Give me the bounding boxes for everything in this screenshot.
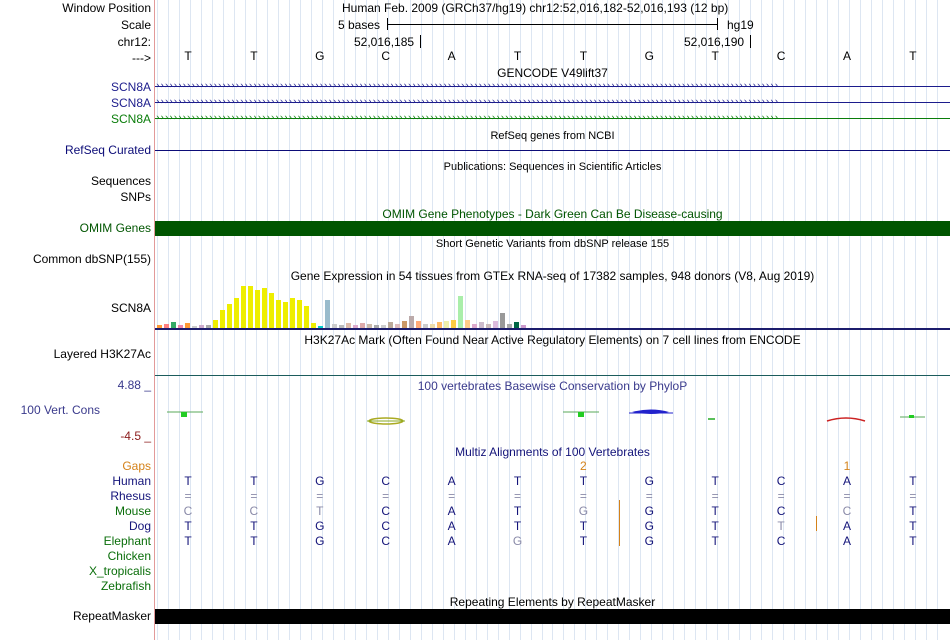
human-base: G	[315, 474, 325, 488]
phylop-min-label: -4.5 _	[120, 429, 151, 443]
gridline	[937, 0, 938, 640]
rhesus-base: =	[250, 489, 258, 503]
gaps-base: 2	[580, 459, 587, 473]
gtex-tissue-bar[interactable]	[213, 320, 218, 328]
dog-base: T	[711, 519, 719, 533]
gtex-tissue-bar[interactable]	[283, 302, 288, 328]
snps-label[interactable]: SNPs	[120, 190, 151, 204]
gencode-label-3[interactable]: SCN8A	[110, 112, 151, 126]
mouse-base: G	[578, 504, 589, 518]
reference-base: T	[513, 49, 522, 63]
window-position-label: Window Position	[62, 1, 151, 15]
omim-feature[interactable]	[155, 221, 950, 236]
gtex-label[interactable]: SCN8A	[110, 301, 151, 315]
gtex-tissue-bar[interactable]	[255, 290, 260, 328]
repeatmasker-title[interactable]: Repeating Elements by RepeatMasker	[449, 595, 656, 609]
gap-marker-2	[619, 500, 620, 546]
gtex-tissue-bar[interactable]	[269, 293, 274, 328]
gencode-transcript-1[interactable]	[155, 82, 950, 91]
gencode-transcript-3[interactable]	[155, 114, 950, 123]
dog-base: T	[909, 519, 917, 533]
gap-marker-1	[816, 516, 817, 531]
chrom-label: chr12:	[117, 35, 151, 49]
ruler-coord-1: 52,016,185	[354, 35, 415, 49]
elephant-base: C	[381, 534, 391, 548]
gencode-title[interactable]: GENCODE V49lift37	[497, 66, 608, 80]
gtex-title[interactable]: Gene Expression in 54 tissues from GTEx RNA-seq of 17382 samples, 948 donors (V8, Aug 2019)	[290, 269, 815, 283]
human-base: T	[579, 474, 588, 488]
human-base: A	[842, 474, 851, 488]
gtex-tissue-bar[interactable]	[241, 286, 246, 328]
gtex-baseline	[155, 328, 950, 330]
human-base: G	[644, 474, 654, 488]
refseq-intron-line[interactable]	[155, 150, 950, 151]
gridline	[684, 0, 685, 640]
gridline	[761, 0, 762, 640]
gtex-tissue-bar[interactable]	[248, 286, 253, 328]
repeatmasker-label[interactable]: RepeatMasker	[72, 609, 151, 623]
gtex-tissue-bar[interactable]	[290, 298, 295, 328]
reference-base: T	[909, 49, 917, 63]
gtex-tissue-bar[interactable]	[465, 320, 470, 328]
gridline	[805, 0, 806, 640]
elephant-base: G	[644, 534, 654, 548]
publications-title[interactable]: Publications: Sequences in Scientific Articles	[443, 161, 662, 173]
ruler-tick-1	[420, 35, 421, 48]
reference-base: A	[447, 49, 456, 63]
gtex-tissue-bar[interactable]	[409, 316, 414, 328]
human-base: T	[513, 474, 522, 488]
gtex-tissue-bar[interactable]	[227, 304, 232, 328]
mouse-base: C	[381, 504, 391, 518]
phylop-svg	[155, 400, 950, 430]
gridline	[794, 0, 795, 640]
human-base: T	[184, 474, 192, 488]
human-base: C	[776, 474, 786, 488]
chicken-label[interactable]: Chicken	[107, 549, 151, 563]
mouse-base: C	[183, 504, 193, 518]
multiz-title[interactable]: Multiz Alignments of 100 Vertebrates	[455, 445, 650, 459]
phylop-label[interactable]: 100 Vert. Cons	[20, 403, 100, 417]
sequences-label[interactable]: Sequences	[90, 174, 151, 188]
mouse-base: T	[316, 504, 324, 518]
human-base: C	[381, 474, 391, 488]
reference-base: G	[315, 49, 325, 63]
mouse-base: A	[447, 504, 456, 518]
repeatmasker-feature[interactable]	[155, 609, 950, 624]
gridline	[542, 0, 543, 640]
gridline	[827, 0, 828, 640]
h3k27ac-title[interactable]: H3K27Ac Mark (Often Found Near Active Regulatory Elements) on 7 cell lines from ENCODE	[304, 333, 801, 347]
rhesus-base: =	[184, 489, 192, 503]
rhesus-base: =	[711, 489, 719, 503]
gtex-tissue-bar[interactable]	[451, 320, 456, 328]
elephant-base: T	[184, 534, 192, 548]
gtex-tissue-bar[interactable]	[500, 313, 505, 328]
reference-base: T	[579, 49, 588, 63]
gtex-tissue-bar[interactable]	[325, 300, 330, 328]
refseq-title[interactable]: RefSeq genes from NCBI	[490, 130, 615, 142]
mouse-base: T	[513, 504, 522, 518]
gtex-tissue-bar[interactable]	[444, 321, 449, 328]
elephant-base: T	[711, 534, 719, 548]
gridline	[607, 0, 608, 640]
gtex-tissue-bar[interactable]	[234, 298, 239, 328]
rhesus-base: =	[579, 489, 587, 503]
gridline	[893, 0, 894, 640]
mouse-label[interactable]: Mouse	[114, 504, 151, 518]
human-base: T	[711, 474, 719, 488]
dbsnp-title[interactable]: Short Genetic Variants from dbSNP release 155	[435, 238, 670, 250]
elephant-base: G	[315, 534, 325, 548]
position-text: Human Feb. 2009 (GRCh37/hg19) chr12:52,016,182-52,016,193 (12 bp)	[342, 1, 729, 15]
track-data-area[interactable]	[155, 0, 950, 640]
assembly-text: hg19	[727, 18, 754, 32]
gtex-bar-chart[interactable]	[155, 283, 535, 328]
gtex-tissue-bar[interactable]	[458, 296, 463, 328]
strand-label[interactable]: --->	[132, 51, 151, 65]
rhesus-base: =	[909, 489, 917, 503]
gridline	[662, 0, 663, 640]
reference-base: C	[776, 49, 786, 63]
gridline	[882, 0, 883, 640]
mouse-base: C	[776, 504, 786, 518]
mouse-base: T	[711, 504, 719, 518]
elephant-base: T	[250, 534, 258, 548]
gaps-base: 1	[843, 459, 851, 473]
human-base: A	[447, 474, 456, 488]
reference-base: A	[842, 49, 851, 63]
rhesus-base: =	[448, 489, 456, 503]
gridline	[596, 0, 597, 640]
elephant-base: T	[579, 534, 588, 548]
reference-base: T	[711, 49, 719, 63]
scale-bar	[387, 24, 718, 25]
gridline	[695, 0, 696, 640]
rhesus-base: =	[843, 489, 851, 503]
dog-base: A	[447, 519, 456, 533]
dog-base: T	[250, 519, 258, 533]
elephant-base: G	[512, 534, 523, 548]
rhesus-base: =	[645, 489, 653, 503]
gridline	[750, 0, 751, 640]
gridline	[673, 0, 674, 640]
phylop-title[interactable]: 100 vertebrates Basewise Conservation by PhyloP	[417, 379, 688, 393]
gtex-tissue-bar[interactable]	[297, 300, 302, 328]
gtex-tissue-bar[interactable]	[304, 306, 309, 328]
gtex-tissue-bar[interactable]	[276, 300, 281, 328]
ruler-tick-2	[750, 35, 751, 48]
mouse-base: C	[842, 504, 852, 518]
dog-base: G	[644, 519, 654, 533]
human-base: T	[909, 474, 917, 488]
scale-bar-right-tick	[717, 18, 718, 30]
elephant-base: T	[909, 534, 917, 548]
rhesus-base: =	[777, 489, 785, 503]
reference-base: T	[250, 49, 258, 63]
zebrafish-label[interactable]: Zebrafish	[100, 579, 151, 593]
gtex-tissue-bar[interactable]	[220, 310, 225, 328]
mouse-base: T	[909, 504, 917, 518]
human-label[interactable]: Human	[112, 474, 151, 488]
ruler-coord-2: 52,016,190	[684, 35, 745, 49]
gaps-label: Gaps	[122, 459, 151, 473]
rhesus-base: =	[513, 489, 521, 503]
gridline	[739, 0, 740, 640]
omim-label[interactable]: OMIM Genes	[79, 221, 151, 235]
dog-base: G	[315, 519, 325, 533]
dog-base: C	[381, 519, 391, 533]
reference-base: T	[184, 49, 192, 63]
dog-base: A	[842, 519, 851, 533]
rhesus-base: =	[316, 489, 324, 503]
dog-base: T	[513, 519, 522, 533]
gridline	[816, 0, 817, 640]
human-base: T	[250, 474, 258, 488]
xtrop-label[interactable]: X_tropicalis	[88, 564, 151, 578]
reference-base: C	[381, 49, 391, 63]
gtex-tissue-bar[interactable]	[262, 288, 267, 328]
gridline	[926, 0, 927, 640]
omim-title[interactable]: OMIM Gene Phenotypes - Dark Green Can Be Disease-causing	[382, 207, 723, 221]
elephant-base: A	[447, 534, 456, 548]
gridline	[860, 0, 861, 640]
gridline	[629, 0, 630, 640]
rhesus-label[interactable]: Rhesus	[110, 489, 151, 503]
elephant-base: A	[842, 534, 851, 548]
reference-base: G	[644, 49, 654, 63]
scale-label: Scale	[120, 18, 151, 32]
dog-base: T	[184, 519, 192, 533]
scale-text: 5 bases	[338, 18, 381, 32]
h3k27ac-baseline	[155, 375, 950, 376]
gtex-tissue-bar[interactable]	[416, 321, 421, 328]
gtex-tissue-bar[interactable]	[402, 321, 407, 328]
mouse-base: G	[644, 504, 654, 518]
refseq-label[interactable]: RefSeq Curated	[64, 143, 151, 157]
track-label-column	[0, 0, 154, 640]
dbsnp-label[interactable]: Common dbSNP(155)	[32, 252, 151, 266]
phylop-max-label: 4.88 _	[117, 378, 151, 392]
dog-base: T	[777, 519, 785, 533]
rhesus-base: =	[382, 489, 390, 503]
gencode-label-1[interactable]: SCN8A	[110, 80, 151, 94]
elephant-label[interactable]: Elephant	[103, 534, 151, 548]
gencode-label-2[interactable]: SCN8A	[110, 96, 151, 110]
h3k27ac-label[interactable]: Layered H3K27Ac	[53, 347, 151, 361]
dog-base: T	[579, 519, 588, 533]
elephant-base: C	[776, 534, 786, 548]
mouse-base: C	[249, 504, 259, 518]
gridline	[552, 0, 553, 640]
gridline	[871, 0, 872, 640]
gridline	[563, 0, 564, 640]
phylop-plot[interactable]	[155, 400, 950, 430]
gtex-tissue-bar[interactable]	[493, 321, 498, 328]
gencode-transcript-2[interactable]	[155, 98, 950, 107]
dog-label[interactable]: Dog	[128, 519, 151, 533]
gridline	[728, 0, 729, 640]
